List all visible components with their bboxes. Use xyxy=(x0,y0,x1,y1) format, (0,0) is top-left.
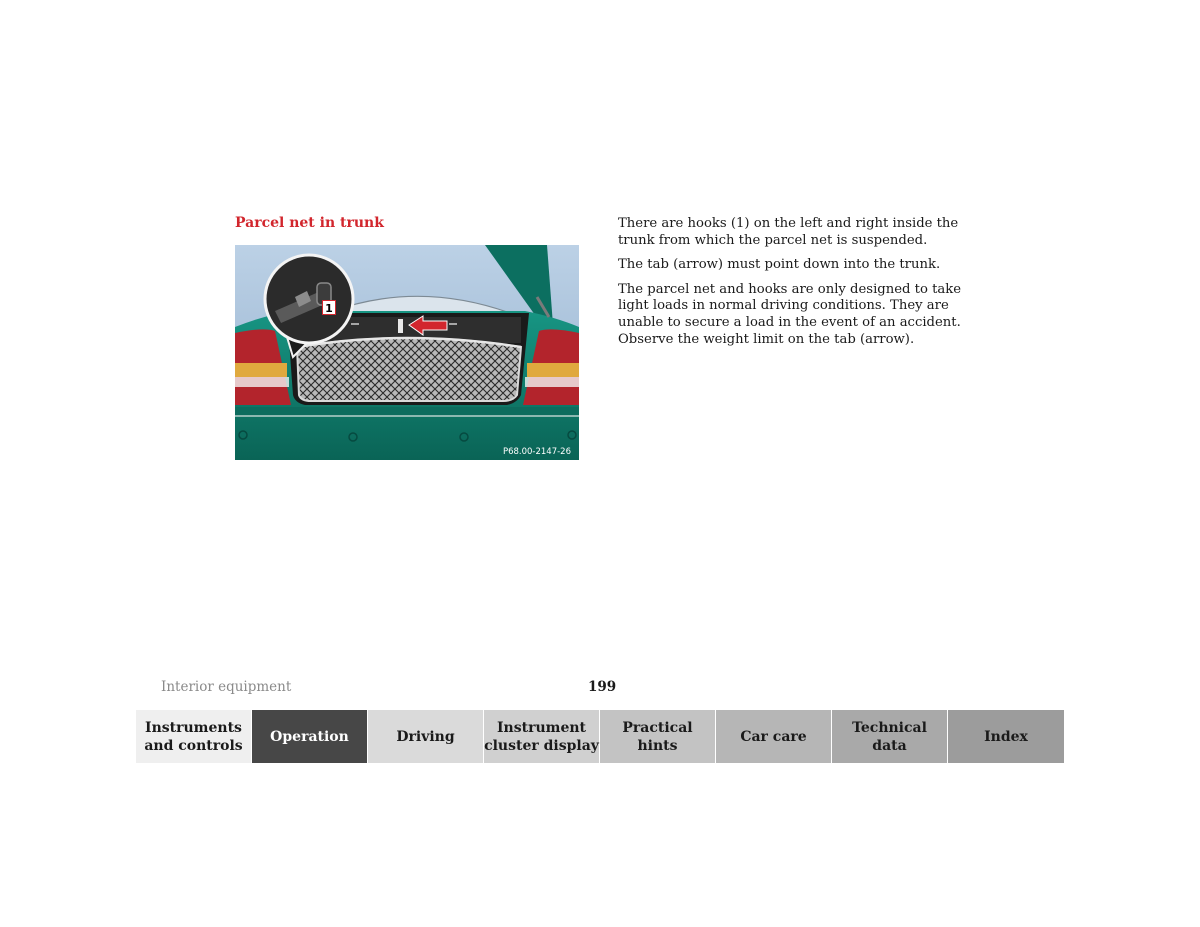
body-text xyxy=(618,216,978,356)
tab-label: Instruments and controls xyxy=(144,719,243,754)
tab-instruments-and-controls[interactable] xyxy=(136,710,252,763)
tab-label: Operation xyxy=(270,728,349,745)
paragraph-hooks: There are hooks (1) on the left and right inside the trunk from which the parcel net is suspended. xyxy=(618,216,959,248)
paragraph-tab: The tab (arrow) must point down into the trunk. xyxy=(618,257,941,273)
chapter-nav xyxy=(136,710,1065,763)
figure-code: P68.00-2147-26 xyxy=(502,447,571,457)
trunk-illustration xyxy=(235,245,579,460)
tab-label: Technical data xyxy=(852,719,927,754)
net-tab xyxy=(398,319,403,333)
tab-label: Instrument cluster display xyxy=(484,719,599,754)
tab-index[interactable] xyxy=(948,710,1064,763)
page-number: 199 xyxy=(588,679,617,695)
tab-label: Car care xyxy=(740,728,807,745)
tab-instrument-cluster-display[interactable] xyxy=(484,710,600,763)
callout-number-1: 1 xyxy=(322,300,336,315)
paragraph-warning: The parcel net and hooks are only designed to take light loads in normal driving conditions. They are unable to secure a load in the event of an accident. Observe the weight limit on the tab (arrow). xyxy=(618,281,962,347)
footer-section-name: Interior equipment xyxy=(161,679,292,695)
indicator-left xyxy=(235,363,287,377)
tab-label: Driving xyxy=(396,728,455,745)
section-title: Parcel net in trunk xyxy=(235,215,384,231)
tab-label: Practical hints xyxy=(622,719,693,754)
tab-car-care[interactable] xyxy=(716,710,832,763)
tab-driving[interactable] xyxy=(368,710,484,763)
indicator-right xyxy=(527,363,579,377)
tab-technical-data[interactable] xyxy=(832,710,948,763)
trunk-illustration-graphic xyxy=(235,245,579,460)
tab-label: Index xyxy=(984,728,1028,745)
tab-operation[interactable] xyxy=(252,710,368,763)
parcel-net xyxy=(297,338,521,401)
tab-practical-hints[interactable] xyxy=(600,710,716,763)
